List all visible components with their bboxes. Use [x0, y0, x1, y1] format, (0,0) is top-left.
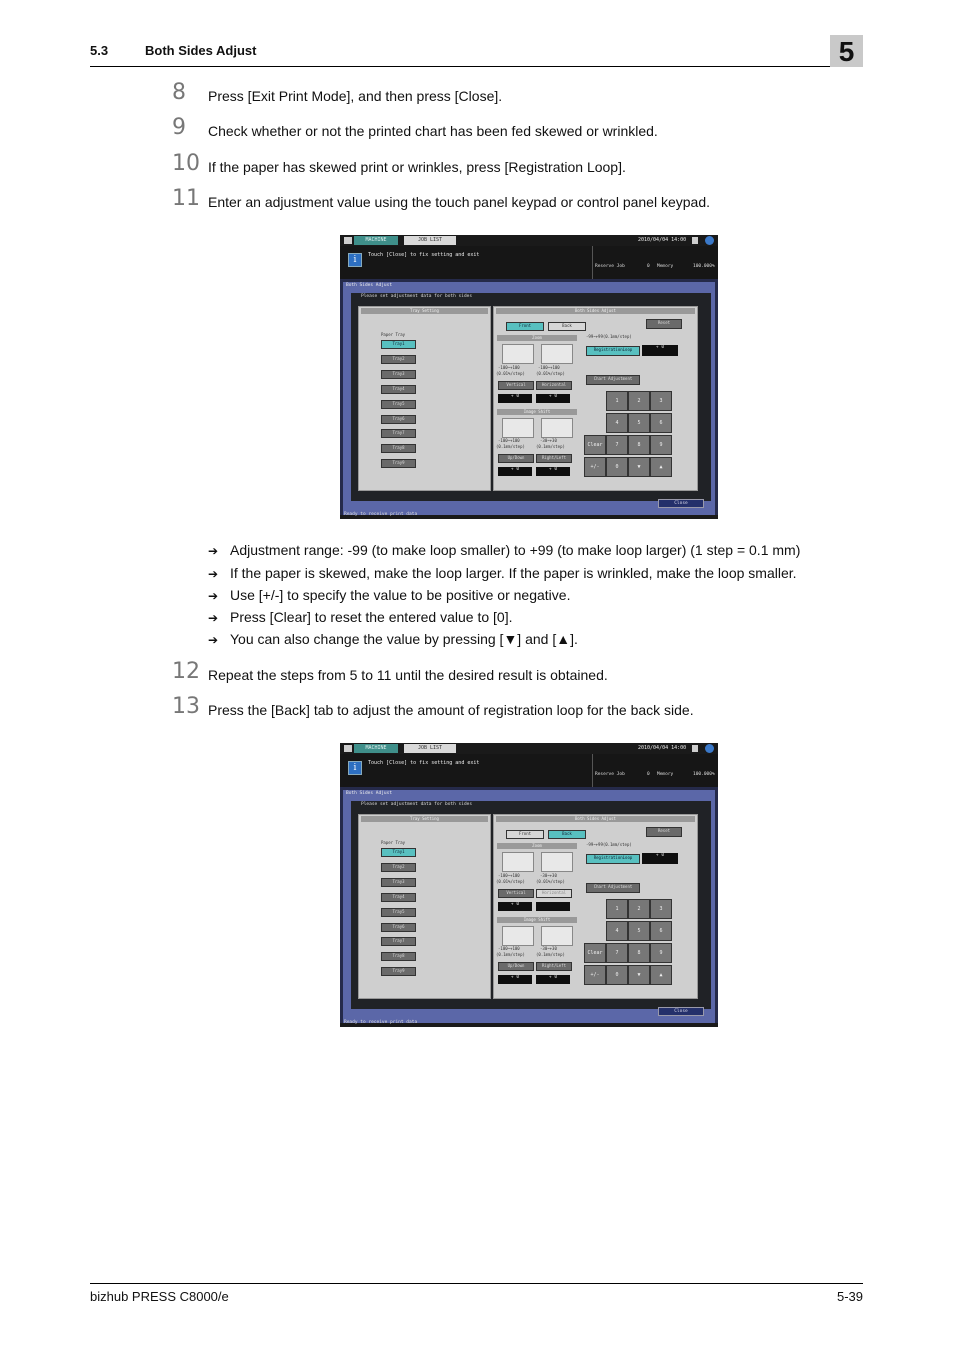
step-text: If the paper has skewed print or wrinkles, press [Registration Loop]. [208, 159, 626, 175]
key-6[interactable]: 6 [650, 413, 672, 433]
bullet-item: ➔ Press [Clear] to reset the entered value to [0]. [208, 609, 513, 625]
step-number: 10 [172, 151, 200, 176]
main-window [343, 282, 715, 515]
tab-machine[interactable]: MACHINE [354, 236, 398, 245]
arrow-icon: ➔ [208, 611, 219, 625]
close-button[interactable]: Close [658, 499, 704, 508]
shift-rightleft-icon [541, 418, 573, 438]
ready-status: Ready to receive print data [344, 1020, 418, 1025]
screen-label: Both Sides Adjust [346, 791, 393, 796]
shift-updown-icon [502, 418, 534, 438]
zoom-header: Zoom [497, 335, 577, 341]
both-sides-panel [493, 306, 698, 491]
arrow-icon: ➔ [208, 567, 219, 581]
page-number: 5-39 [836, 1289, 863, 1304]
key-1[interactable]: 1 [606, 899, 628, 919]
tray-button[interactable]: Tray8 [381, 952, 416, 961]
rightleft-button[interactable]: Right/Left [536, 962, 572, 971]
zoom-header: Zoom [497, 843, 577, 849]
tray-button[interactable]: Tray4 [381, 385, 416, 394]
subtitle: Please set adjustment data for both sides [361, 802, 473, 807]
zoom-step-2: (0.01%/step) [536, 371, 565, 376]
help-icon[interactable] [705, 744, 714, 753]
tray-button[interactable]: Tray1 [381, 340, 416, 349]
up-key[interactable]: ▲ [650, 457, 672, 477]
shift-updown-icon [502, 926, 534, 946]
tray-button[interactable]: Tray2 [381, 355, 416, 364]
arrow-icon: ➔ [208, 633, 219, 647]
down-key[interactable]: ▼ [628, 457, 650, 477]
reserve-job-label: Reserve Job [595, 264, 625, 269]
chapter-badge: 5 [830, 35, 863, 67]
zoom-step-2: (0.01%/step) [536, 879, 565, 884]
zoom-range-1: -100~+100 [498, 873, 520, 878]
tray-button[interactable]: Tray2 [381, 863, 416, 872]
key-2[interactable]: 2 [628, 391, 650, 411]
key-3[interactable]: 3 [650, 391, 672, 411]
status-area [592, 754, 718, 787]
zoom-range-1: -100~+100 [498, 365, 520, 370]
key-0[interactable]: 0 [606, 965, 628, 985]
tray-panel [358, 814, 491, 999]
reset-button[interactable]: Reset [646, 319, 682, 329]
vertical-button[interactable]: Vertical [498, 889, 534, 898]
paper-tray-label: Paper Tray [381, 332, 406, 337]
tray-setting-header: Tray Setting [361, 308, 488, 314]
shift-step-2: (0.1mm/step) [536, 444, 565, 449]
datetime: 2010/04/04 14:00 [638, 745, 687, 751]
step-text: Press [Exit Print Mode], and then press [Close]. [208, 88, 503, 104]
shift-rightleft-value: + 0 [536, 467, 570, 476]
key-2[interactable]: 2 [628, 899, 650, 919]
tray-button[interactable]: Tray7 [381, 429, 416, 438]
ready-status: Ready to receive print data [344, 512, 418, 517]
shift-step-2: (0.1mm/step) [536, 952, 565, 957]
zoom-horizontal-icon [541, 852, 573, 872]
registration-loop-button[interactable]: RegistrationLoop [586, 346, 640, 356]
registration-loop-button[interactable]: RegistrationLoop [586, 854, 640, 864]
tray-button[interactable]: Tray9 [381, 967, 416, 976]
key-7[interactable]: 7 [606, 435, 628, 455]
datetime: 2010/04/04 14:00 [638, 237, 687, 243]
reset-button[interactable]: Reset [646, 827, 682, 837]
key-0[interactable]: 0 [606, 457, 628, 477]
tray-button[interactable]: Tray8 [381, 444, 416, 453]
step-text: Enter an adjustment value using the touch panel keypad or control panel keypad. [208, 194, 710, 210]
plus-minus-key[interactable]: +/- [584, 965, 606, 985]
tab-job-list[interactable]: JOB LIST [404, 744, 456, 753]
step-number: 8 [172, 80, 186, 105]
zoom-horizontal-value: + 0 [536, 394, 570, 403]
page-footer [90, 1283, 863, 1308]
zoom-step-1: (0.01%/step) [496, 879, 525, 884]
tray-button[interactable]: Tray3 [381, 878, 416, 887]
content-area [351, 801, 711, 1009]
horizontal-button: Horizontal [536, 889, 572, 898]
image-shift-header: Image Shift [497, 409, 577, 415]
tray-panel [358, 306, 491, 491]
down-key[interactable]: ▼ [628, 965, 650, 985]
shift-updown-value: + 0 [498, 467, 532, 476]
tab-machine[interactable]: MACHINE [354, 744, 398, 753]
message-text: Touch [Close] to fix setting and exit [368, 252, 480, 258]
message-text: Touch [Close] to fix setting and exit [368, 760, 480, 766]
shift-range-2: -30~+30 [540, 946, 557, 951]
memory-value: 100.000% [693, 772, 715, 777]
up-key[interactable]: ▲ [650, 965, 672, 985]
clear-key[interactable]: Clear [584, 435, 606, 455]
zoom-vertical-value: + 0 [498, 394, 532, 403]
shift-rightleft-icon [541, 926, 573, 946]
plus-minus-key[interactable]: +/- [584, 457, 606, 477]
device-icon [692, 237, 698, 244]
tab-job-list[interactable]: JOB LIST [404, 236, 456, 245]
shift-step-1: (0.1mm/step) [496, 444, 525, 449]
reserve-job-value: 0 [647, 772, 650, 777]
bullet-item: ➔ You can also change the value by pressing [▼] and [▲]. [208, 631, 578, 647]
arrow-icon: ➔ [208, 589, 219, 603]
memory-label: Memory [657, 772, 674, 777]
tray-button[interactable]: Tray4 [381, 893, 416, 902]
device-icon [692, 745, 698, 752]
bullet-item: ➔ If the paper is skewed, make the loop larger. If the paper is wrinkled, make the loop smaller. [208, 565, 797, 581]
key-8[interactable]: 8 [628, 943, 650, 963]
step-text: Check whether or not the printed chart has been fed skewed or wrinkled. [208, 123, 658, 139]
tray-button[interactable]: Tray6 [381, 415, 416, 424]
reserve-job-value: 0 [647, 264, 650, 269]
key-4[interactable]: 4 [606, 921, 628, 941]
step-number: 12 [172, 659, 200, 684]
key-5[interactable]: 5 [628, 413, 650, 433]
updown-button[interactable]: Up/Down [498, 962, 534, 971]
message-area [340, 754, 592, 787]
bullet-item: ➔ Adjustment range: -99 (to make loop smaller) to +99 (to make loop larger) (1 step = 0.1 mm) [208, 542, 801, 558]
shift-range-1: -100~+100 [498, 946, 520, 951]
key-4[interactable]: 4 [606, 413, 628, 433]
machine-icon [344, 745, 352, 752]
tray-button[interactable]: Tray3 [381, 370, 416, 379]
horizontal-button[interactable]: Horizontal [536, 381, 572, 390]
tray-button[interactable]: Tray9 [381, 459, 416, 468]
updown-button[interactable]: Up/Down [498, 454, 534, 463]
bullet-item: ➔ Use [+/-] to specify the value to be positive or negative. [208, 587, 571, 603]
main-window [343, 790, 715, 1023]
step-number: 13 [172, 694, 200, 719]
zoom-horizontal-value [536, 902, 570, 911]
both-sides-panel [493, 814, 698, 999]
message-area [340, 246, 592, 279]
status-area [592, 246, 718, 279]
shift-range-1: -100~+100 [498, 438, 520, 443]
tab-back[interactable]: Back [548, 322, 586, 331]
both-sides-header: Both Sides Adjust [496, 816, 695, 822]
key-3[interactable]: 3 [650, 899, 672, 919]
key-9[interactable]: 9 [650, 943, 672, 963]
image-shift-header: Image Shift [497, 917, 577, 923]
zoom-vertical-icon [502, 344, 534, 364]
key-9[interactable]: 9 [650, 435, 672, 455]
both-sides-header: Both Sides Adjust [496, 308, 695, 314]
tab-front[interactable]: Front [506, 830, 544, 839]
chart-adjustment-button[interactable]: Chart Adjustment [586, 375, 640, 385]
info-icon: i [348, 253, 362, 267]
arrow-icon: ➔ [208, 544, 219, 558]
shift-updown-value: + 0 [498, 975, 532, 984]
tab-front[interactable]: Front [506, 322, 544, 331]
shift-step-1: (0.1mm/step) [496, 952, 525, 957]
tab-back[interactable]: Back [548, 830, 586, 839]
clear-key[interactable]: Clear [584, 943, 606, 963]
memory-value: 100.000% [693, 264, 715, 269]
step-text: Repeat the steps from 5 to 11 until the desired result is obtained. [208, 667, 608, 683]
reserve-job-label: Reserve Job [595, 772, 625, 777]
shift-rightleft-value: + 0 [536, 975, 570, 984]
screen-label: Both Sides Adjust [346, 283, 393, 288]
step-number: 9 [172, 115, 186, 140]
zoom-vertical-value: + 0 [498, 902, 532, 911]
zoom-horizontal-icon [541, 344, 573, 364]
machine-icon [344, 237, 352, 244]
section-title: Both Sides Adjust [145, 43, 257, 58]
tray-button[interactable]: Tray5 [381, 908, 416, 917]
zoom-vertical-icon [502, 852, 534, 872]
vertical-button[interactable]: Vertical [498, 381, 534, 390]
help-icon[interactable] [705, 236, 714, 245]
page-header [90, 42, 863, 67]
info-icon: i [348, 761, 362, 775]
step-text: Press the [Back] tab to adjust the amount of registration loop for the back side. [208, 702, 694, 718]
content-area [351, 293, 711, 501]
subtitle: Please set adjustment data for both sides [361, 294, 473, 299]
key-5[interactable]: 5 [628, 921, 650, 941]
registration-loop-value: + 0 [642, 853, 678, 864]
zoom-range-2: -30~+30 [540, 873, 557, 878]
key-7[interactable]: 7 [606, 943, 628, 963]
key-8[interactable]: 8 [628, 435, 650, 455]
step-number: 11 [172, 186, 200, 211]
key-6[interactable]: 6 [650, 921, 672, 941]
section-number: 5.3 [90, 43, 109, 58]
zoom-step-1: (0.01%/step) [496, 371, 525, 376]
tray-setting-header: Tray Setting [361, 816, 488, 822]
chart-adjustment-button[interactable]: Chart Adjustment [586, 883, 640, 893]
rightleft-button[interactable]: Right/Left [536, 454, 572, 463]
tray-button[interactable]: Tray6 [381, 923, 416, 932]
memory-label: Memory [657, 264, 674, 269]
paper-tray-label: Paper Tray [381, 840, 406, 845]
shift-range-2: -30~+30 [540, 438, 557, 443]
key-1[interactable]: 1 [606, 391, 628, 411]
tray-button[interactable]: Tray1 [381, 848, 416, 857]
reg-loop-range: -99~+99(0.1mm/step) [586, 842, 632, 847]
tray-button[interactable]: Tray7 [381, 937, 416, 946]
screenshot-back [340, 743, 718, 1027]
product-name: bizhub PRESS C8000/e [90, 1289, 229, 1304]
tray-button[interactable]: Tray5 [381, 400, 416, 409]
screenshot-front [340, 235, 718, 519]
reg-loop-range: -99~+99(0.1mm/step) [586, 334, 632, 339]
zoom-range-2: -100~+100 [538, 365, 560, 370]
registration-loop-value: + 0 [642, 345, 678, 356]
close-button[interactable]: Close [658, 1007, 704, 1016]
